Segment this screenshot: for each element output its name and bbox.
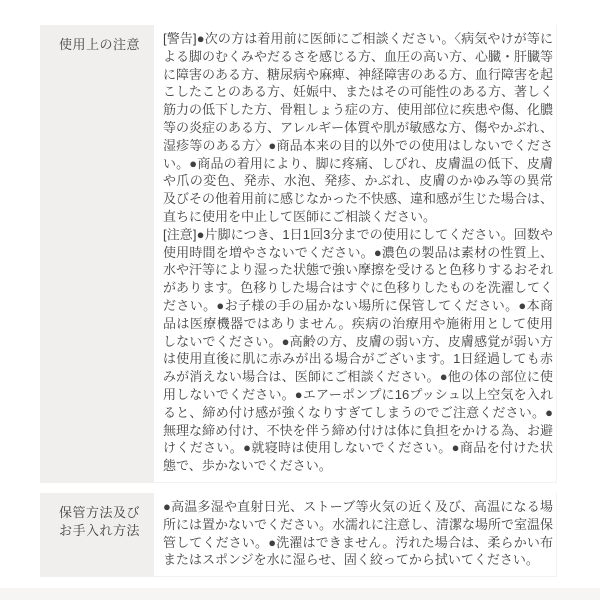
storage-care-text xyxy=(154,493,557,577)
usage-precautions-text xyxy=(154,25,557,483)
row-header-label-line-2: お手入れ方法 xyxy=(59,522,141,538)
row-header-label-line-1: 保管方法及び xyxy=(59,504,141,520)
row-header-label: 使用上の注意 xyxy=(59,37,141,52)
storage-care-paragraph: ●高温多湿や直射日光、ストーブ等火気の近く及び、高温になる場所には置かないでください。水濡れに注意し、清潔な場所で室温保管してください。●洗濯はできません。汚れた場合は、柔らかい布またはスポンジを水に湿らせ、固く絞ってから拭いてください。 xyxy=(163,498,554,568)
row-header-usage-precautions xyxy=(40,25,154,483)
warning-paragraph: [警告]●次の方は着用前に医師にご相談ください。〈病気やけが等による脚のむくみやだるさを感じる方、血圧の高い方、心臓・肝臓等に障害のある方、糖尿病や麻痺、神経障害のある方、血行障害を起こしたことのある方、妊娠中、またはその可能性のある方、著しく筋力の低下した方、骨粗しょう症の方、使用部位に疾患や傷、化膿等の炎症のある方、アレルギー体質や肌が敏感な方、傷やかぶれ、湿疹等のある方〉●商品本来の目的以外での使用はしないでください。●商品の着用により、脚に疼痛、しびれ、皮膚温の低下、皮膚や爪の変色、発赤、水泡、発疹、かぶれ、皮膚のかゆみ等の異常及びその他着用前に感じなかった不快感、違和感が生じた場合は、直ちに使用を中止して医師にご相談ください。 xyxy=(163,31,554,224)
page-bottom-divider xyxy=(0,588,600,600)
product-info-table xyxy=(40,25,557,577)
caution-paragraph: [注意]●片脚につき、1日1回3分までの使用にしてください。回数や使用時間を増やさないでください。●濃色の製品は素材の性質上、水や汗等により湿った状態で強い摩擦を受けると色移りするおそれがあります。色移りした場合はすぐに色移りしたものを洗濯してください。●お子様の手の届かない場所に保管してください。●本商品は医療機器ではありません。疾病の治療用や施術用として使用しないでください。●高齢の方、皮膚の弱い方、皮膚感覚が弱い方は使用直後に肌に赤みが出る場合がございます。1日経過しても赤みが消えない場合は、医師にご相談ください。●他の体の部位に使用しないでください。●エアーポンプに16プッシュ以上空気を入れると、締め付け感が強くなりすぎてしまうのでご注意ください。●無理な締め付け、不快を伴う締め付けは体に負担をかける為、お避けください。●就寝時は使用しないでください。●商品を付けた状態で、歩かないでください。 xyxy=(163,226,554,474)
table-row-storage-care xyxy=(40,493,557,577)
row-header-storage-care xyxy=(40,493,154,577)
table-row-usage-precautions xyxy=(40,25,557,483)
